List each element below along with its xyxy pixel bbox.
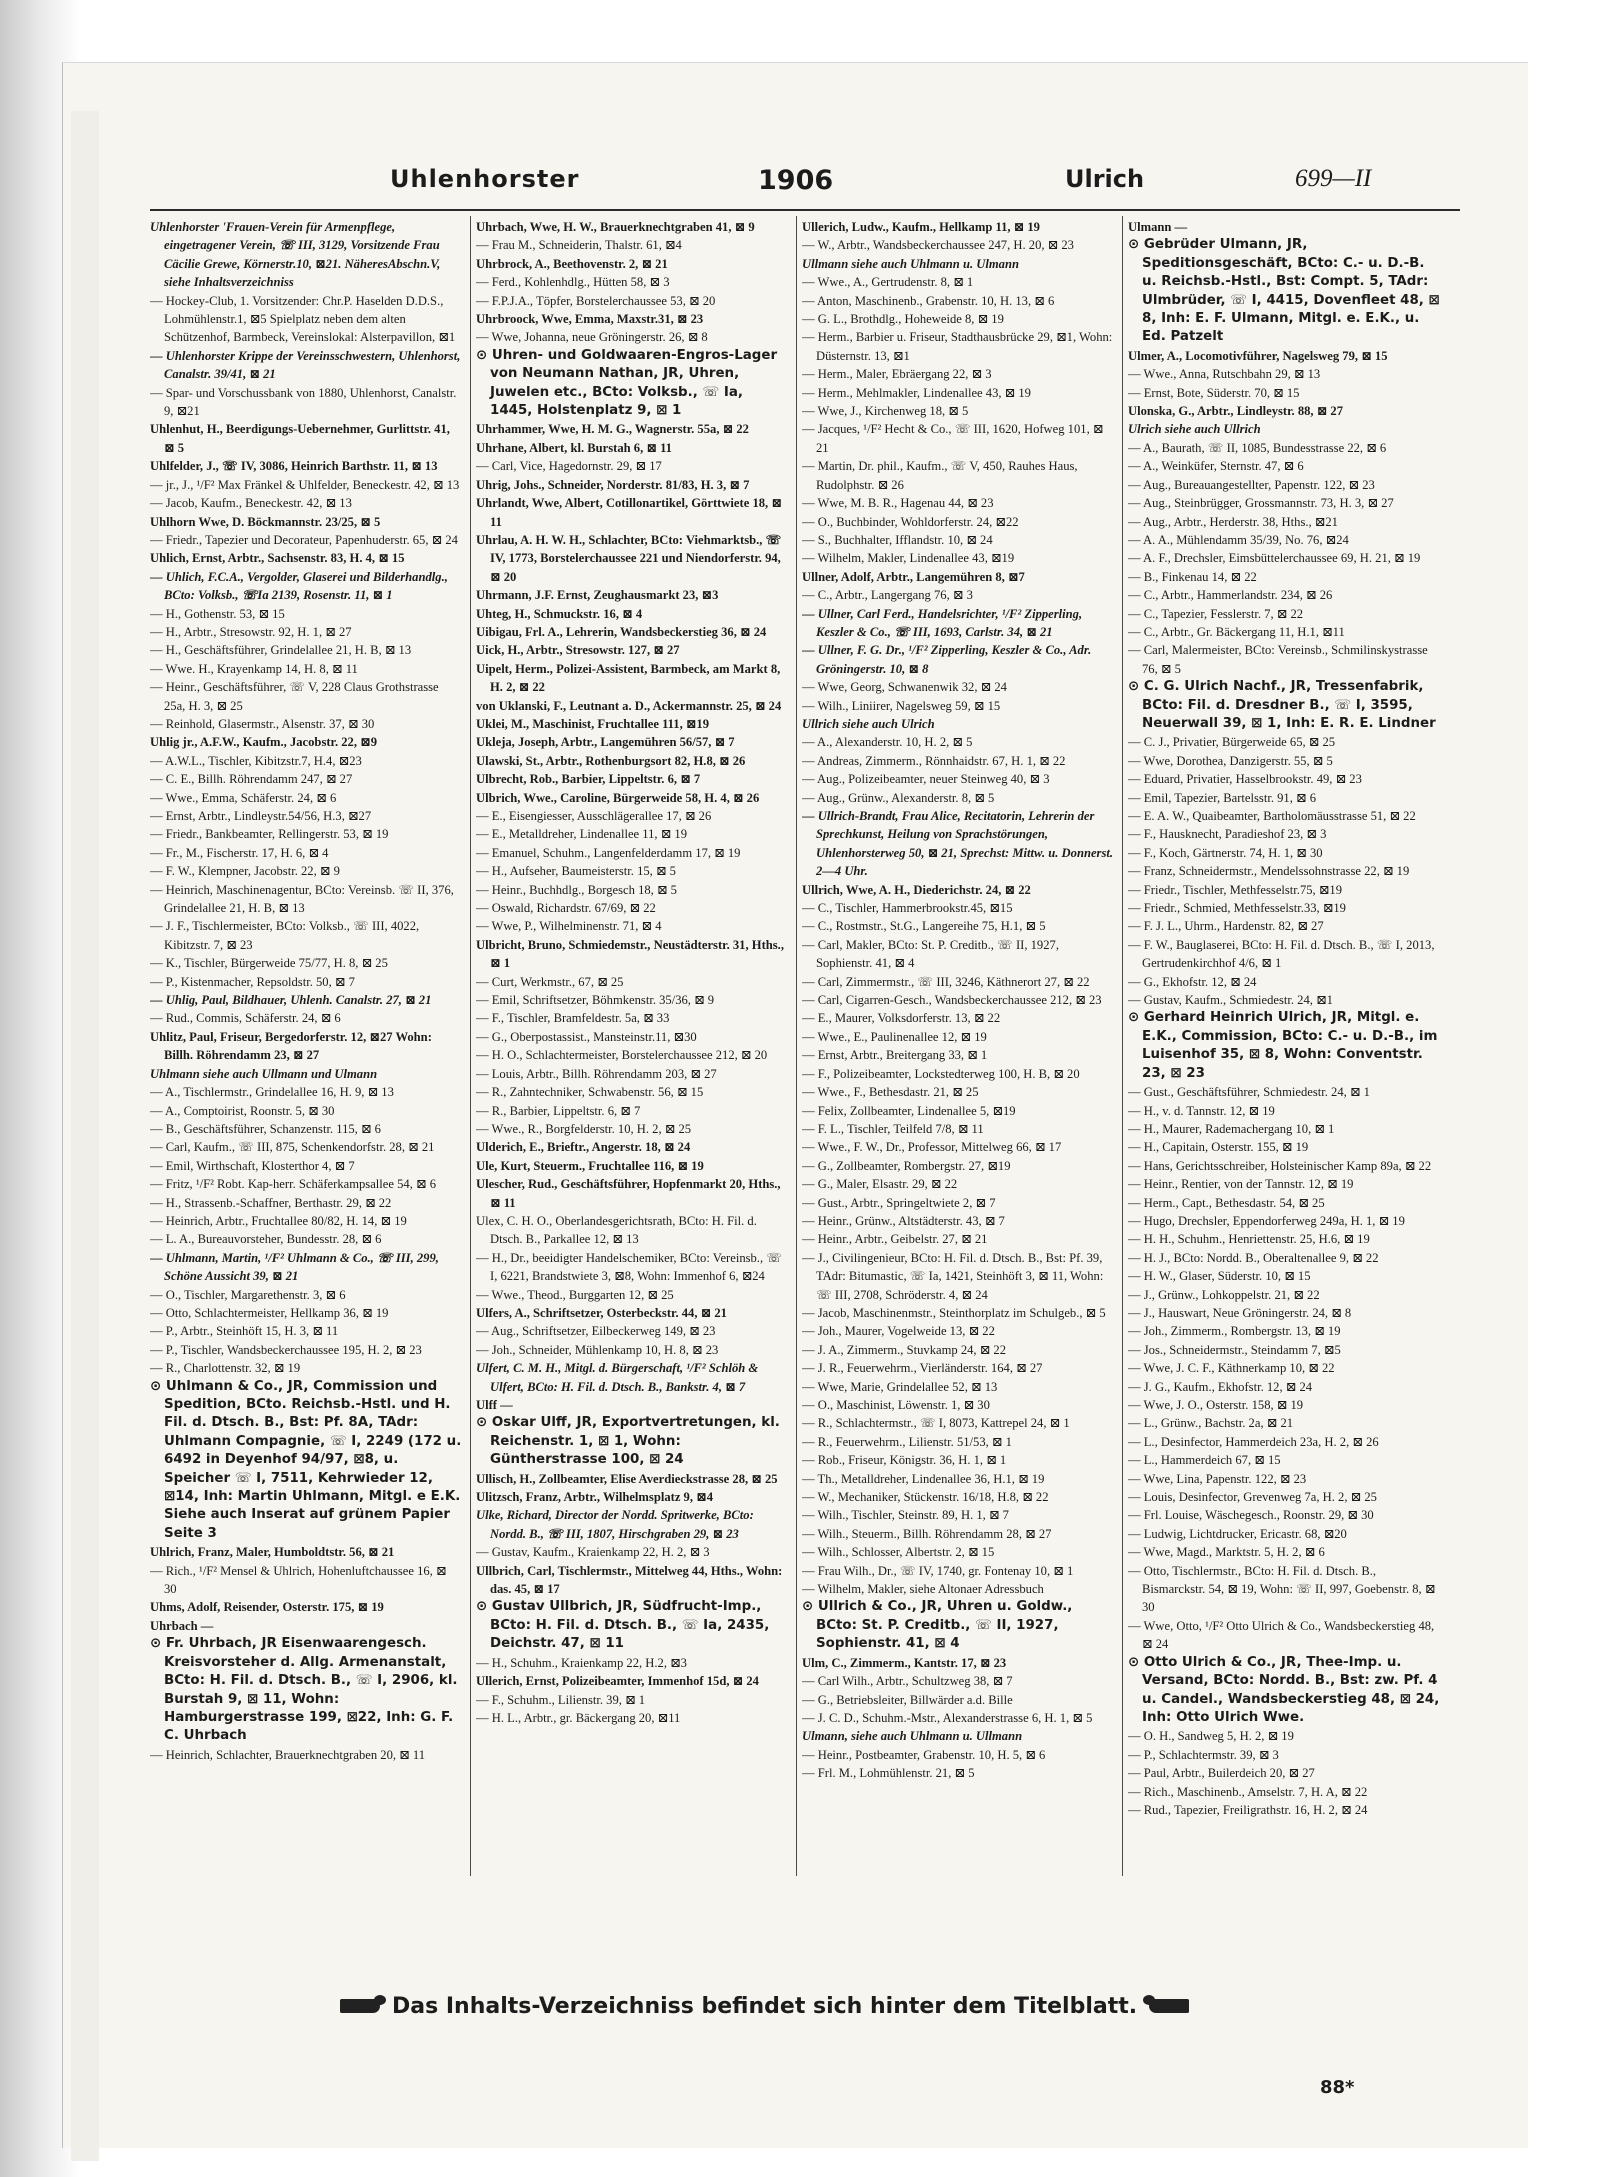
directory-entry: — H., Schuhm., Kraienkamp 22, H.2, ⊠3: [476, 1655, 687, 1670]
directory-entry: — Wwe, Johanna, neue Gröningerstr. 26, ⊠ 8: [476, 330, 708, 345]
directory-entry: — Wwe, M. B. R., Hagenau 44, ⊠ 23: [802, 496, 994, 511]
directory-entry: — H. W., Glaser, Süderstr. 10, ⊠ 15: [1128, 1269, 1311, 1284]
directory-entry: — Rich., ¹/F² Mensel & Uhlrich, Hohenluftchaussee 16, ⊠ 30: [150, 1563, 447, 1597]
directory-entry: — Gustav, Kaufm., Kraienkamp 22, H. 2, ⊠ 3: [476, 1545, 710, 1560]
directory-entry: Ullisch, H., Zollbeamter, Elise Averdieckstrasse 28, ⊠ 25: [476, 1471, 778, 1486]
directory-entry: Uhrig, Johs., Schneider, Norderstr. 81/83, H. 3, ⊠ 7: [476, 477, 750, 492]
directory-entry: — Uhlmann, Martin, ¹/F² Uhlmann & Co., ☏ III, 299, Schöne Aussicht 39, ⊠ 21: [150, 1250, 439, 1284]
directory-entry: — R., Schlachtermstr., ☏ I, 8073, Kattrepel 24, ⊠ 1: [802, 1416, 1070, 1431]
directory-entry: — E., Metalldreher, Lindenallee 11, ⊠ 19: [476, 827, 688, 842]
directory-entry: — L., Desinfector, Hammerdeich 23a, H. 2, ⊠ 26: [1128, 1434, 1379, 1449]
directory-entry: — Uhlenhorster Krippe der Vereinsschwestern, Uhlenhorst, Canalstr. 39/41, ⊠ 21: [150, 348, 461, 382]
directory-entry: — A., Weinküfer, Sternstr. 47, ⊠ 6: [1128, 459, 1304, 474]
directory-entry: — F. L., Tischler, Teilfeld 7/8, ⊠ 11: [802, 1121, 984, 1136]
directory-entry: Uhrhammer, Wwe, H. M. G., Wagnerstr. 55a, ⊠ 22: [476, 422, 749, 437]
directory-entry: Uhlig jr., A.F.W., Kaufm., Jacobstr. 22, ⊠9: [150, 735, 378, 750]
directory-entry: Uhrbrock, A., Beethovenstr. 2, ⊠ 21: [476, 256, 668, 271]
directory-entry: — R., Barbier, Lippeltstr. 6, ⊠ 7: [476, 1103, 641, 1118]
header-year: 1906: [758, 165, 834, 196]
directory-entry: — G. L., Brothdlg., Hoheweide 8, ⊠ 19: [802, 312, 1004, 327]
directory-entry: — H. J., BCto: Nordd. B., Oberaltenallee 9, ⊠ 22: [1128, 1250, 1379, 1265]
directory-entry: — Friedr., Bankbeamter, Rellingerstr. 53, ⊠ 19: [150, 827, 389, 842]
directory-entry: — G., Oberpostassist., Mansteinstr.11, ⊠30: [476, 1029, 697, 1044]
directory-entry: — Carl Wilh., Arbtr., Schultzweg 38, ⊠ 7: [802, 1674, 1013, 1689]
sheet-number: 88*: [1320, 2077, 1355, 2098]
directory-entry: — Joh., Maurer, Vogelweide 13, ⊠ 22: [802, 1324, 995, 1339]
directory-entry: Uhrmann, J.F. Ernst, Zeughausmarkt 23, ⊠3: [476, 588, 719, 603]
directory-column-2: [476, 218, 788, 1888]
directory-entry: Ulfert, C. M. H., Mitgl. d. Bürgerschaft, ¹/F² Schlöh & Ulfert, BCto: H. Fil. d. Dtsch. B., Bankstr. 4, ⊠ 7: [476, 1361, 759, 1394]
directory-entry: — Wilhelm, Makler, Lindenallee 43, ⊠19: [802, 551, 1015, 566]
directory-entry: — Joh., Zimmerm., Rombergstr. 13, ⊠ 19: [1128, 1324, 1341, 1339]
directory-entry: — Hugo, Drechsler, Eppendorferweg 249a, H. 1, ⊠ 19: [1128, 1213, 1405, 1228]
directory-entry: — Heinr., Grünw., Altstädterstr. 43, ⊠ 7: [802, 1213, 1005, 1228]
directory-entry: — Heinrich, Maschinenagentur, BCto: Vereinsb. ☏ II, 376, Grindelallee 21, H. B, ⊠ 13: [150, 882, 454, 916]
directory-entry: — Hans, Gerichtsschreiber, Holsteinischer Kamp 89a, ⊠ 22: [1128, 1158, 1432, 1173]
directory-entry: — E., Maurer, Volksdorferstr. 13, ⊠ 22: [802, 1011, 1001, 1026]
directory-entry: — Wwe., F. W., Dr., Professor, Mittelweg 66, ⊠ 17: [802, 1140, 1062, 1155]
directory-entry: — Fr., M., Fischerstr. 17, H. 6, ⊠ 4: [150, 845, 329, 860]
directory-entry: Uhlenhorster 'Frauen-Verein für Armenpflege, eingetragener Verein, ☏ III, 3129, Vorsitzende Frau Cäcilie Grewe, Körnerstr.10, ⊠21. NäheresAbschn.V, siehe Inhaltsverzeichniss: [150, 220, 441, 290]
directory-entry: — A.W.L., Tischler, Kibitzstr.7, H.4, ⊠23: [150, 753, 362, 768]
directory-entry: — Reinhold, Glasermstr., Alsenstr. 37, ⊠ 30: [150, 716, 375, 731]
directory-entry: — Frl. Louise, Wäschegesch., Roonstr. 29, ⊠ 30: [1128, 1508, 1374, 1523]
directory-entry: — Jos., Schneidermstr., Steindamm 7, ⊠5: [1128, 1342, 1341, 1357]
directory-entry: Uhlhorn Wwe, D. Böckmannstr. 23/25, ⊠ 5: [150, 514, 381, 529]
directory-entry: Ulke, Richard, Director der Nordd. Spritwerke, BCto: Nordd. B., ☏ III, 1807, Hirschgraben 29, ⊠ 23: [476, 1508, 754, 1541]
directory-entry: — Uhlig, Paul, Bildhauer, Uhlenh. Canalstr. 27, ⊠ 21: [150, 993, 432, 1008]
directory-entry: — Ferd., Kohlenhdlg., Hütten 58, ⊠ 3: [476, 275, 670, 290]
directory-entry: — Heinrich, Schlachter, Brauerknechtgraben 20, ⊠ 11: [150, 1747, 426, 1762]
directory-entry: — J. F., Tischlermeister, BCto: Volksb., ☏ III, 4022, Kibitzstr. 7, ⊠ 23: [150, 919, 420, 952]
directory-entry: Ulbrich, Wwe., Caroline, Bürgerweide 58, H. 4, ⊠ 26: [476, 790, 760, 805]
directory-entry: — A., Baurath, ☏ II, 1085, Bundesstrasse 22, ⊠ 6: [1128, 440, 1387, 455]
footer-notice: [340, 1988, 1340, 2024]
directory-entry: — Wwe., Theod., Burggarten 12, ⊠ 25: [476, 1287, 674, 1302]
directory-entry: ⊙ Ullrich & Co., JR, Uhren u. Goldw., BCto: St. P. Creditb., ☏ II, 1927, Sophienstr. 41, ⊠ 4: [802, 1599, 1073, 1652]
directory-entry: — F., Schuhm., Lilienstr. 39, ⊠ 1: [476, 1692, 646, 1707]
directory-entry: — Wwe., Emma, Schäferstr. 24, ⊠ 6: [150, 790, 337, 805]
header-left-keyword: Uhlenhorster: [390, 165, 580, 193]
directory-entry: ⊙ Gustav Ullbrich, JR, Südfrucht-Imp., BCto: H. Fil. d. Dtsch. B., ☏ Ia, 2435, Deichstr. 47, ⊠ 11: [476, 1599, 770, 1652]
directory-entry: — F., Koch, Gärtnerstr. 74, H. 1, ⊠ 30: [1128, 845, 1323, 860]
directory-entry: Uhlfelder, J., ☏ IV, 3086, Heinrich Barthstr. 11, ⊠ 13: [150, 459, 438, 474]
directory-entry: — H., v. d. Tannstr. 12, ⊠ 19: [1128, 1103, 1275, 1118]
directory-entry: — Gust., Geschäftsführer, Schmiedestr. 24, ⊠ 1: [1128, 1085, 1370, 1100]
directory-entry: — H., Aufseher, Baumeisterstr. 15, ⊠ 5: [476, 864, 676, 879]
directory-entry: — P., Schlachtermstr. 39, ⊠ 3: [1128, 1747, 1279, 1762]
directory-entry: — Andreas, Zimmerm., Rönnhaidstr. 67, H. 1, ⊠ 22: [802, 753, 1066, 768]
directory-entry: — K., Tischler, Bürgerweide 75/77, H. 8, ⊠ 25: [150, 956, 388, 971]
directory-entry: — H. H., Schuhm., Henriettenstr. 25, H.6, ⊠ 19: [1128, 1232, 1370, 1247]
directory-entry: Ullrich siehe auch Ulrich: [802, 716, 935, 731]
directory-entry: — Aug., Polizeibeamter, neuer Steinweg 40, ⊠ 3: [802, 772, 1050, 787]
directory-entry: — Wwe., E., Paulinenallee 12, ⊠ 19: [802, 1029, 987, 1044]
directory-entry: — C., Arbtr., Gr. Bäckergang 11, H.1, ⊠11: [1128, 624, 1345, 639]
directory-entry: — Frau Wilh., Dr., ☏ IV, 1740, gr. Fontenay 10, ⊠ 1: [802, 1563, 1074, 1578]
directory-entry: Ukleja, Joseph, Arbtr., Langemühren 56/57, ⊠ 7: [476, 735, 735, 750]
directory-entry: Ulex, C. H. O., Oberlandesgerichtsrath, BCto: H. Fil. d. Dtsch. B., Parkallee 12, ⊠ 13: [476, 1213, 757, 1247]
directory-entry: — F., Hausknecht, Paradieshof 23, ⊠ 3: [1128, 827, 1327, 842]
directory-entry: — Ernst, Bote, Süderstr. 70, ⊠ 15: [1128, 385, 1300, 400]
directory-entry: — Wwe., F., Bethesdastr. 21, ⊠ 25: [802, 1085, 979, 1100]
header-page-number: 699—II: [1295, 165, 1372, 192]
directory-entry: — Aug., Arbtr., Herderstr. 38, Hths., ⊠21: [1128, 514, 1338, 529]
directory-entry: — Spar- und Vorschussbank von 1880, Uhlenhorst, Canalstr. 9, ⊠21: [150, 385, 457, 419]
directory-entry: Ullrich, Wwe, A. H., Diederichstr. 24, ⊠ 22: [802, 882, 1031, 897]
directory-entry: Uhlich, Ernst, Arbtr., Sachsenstr. 83, H. 4, ⊠ 15: [150, 551, 405, 566]
directory-entry: — Wwe., Anna, Rutschbahn 29, ⊠ 13: [1128, 367, 1321, 382]
directory-entry: Ulescher, Rud., Geschäftsführer, Hopfenmarkt 20, Hths., ⊠ 11: [476, 1177, 781, 1210]
directory-entry: Ulm, C., Zimmerm., Kantstr. 17, ⊠ 23: [802, 1655, 1007, 1670]
directory-entry: — Eduard, Privatier, Hasselbrookstr. 49, ⊠ 23: [1128, 772, 1362, 787]
directory-entry: Uklei, M., Maschinist, Fruchtallee 111, ⊠19: [476, 716, 710, 731]
directory-entry: — W., Arbtr., Wandsbeckerchaussee 247, H. 20, ⊠ 23: [802, 238, 1074, 253]
directory-entry: Uhrlandt, Wwe, Albert, Cotillonartikel, Görttwiete 18, ⊠ 11: [476, 496, 782, 529]
directory-entry: — H. O., Schlachtermeister, Borstelerchaussee 212, ⊠ 20: [476, 1048, 768, 1063]
directory-entry: — Rob., Friseur, Königstr. 36, H. 1, ⊠ 1: [802, 1453, 1007, 1468]
directory-entry: — P., Kistenmacher, Repsoldstr. 50, ⊠ 7: [150, 974, 355, 989]
directory-entry: — H., Dr., beeidigter Handelschemiker, BCto: Vereinsb., ☏ I, 6221, Brandstwiete 3, ⊠8, Wohn: Immenhof 6, ⊠24: [476, 1250, 783, 1284]
directory-entry: — Ludwig, Lichtdrucker, Ericastr. 68, ⊠20: [1128, 1526, 1347, 1541]
directory-entry: Ullerich, Ernst, Polizeibeamter, Immenhof 15d, ⊠ 24: [476, 1674, 759, 1689]
directory-entry: Ulff —: [476, 1398, 513, 1412]
directory-entry: Ulbricht, Bruno, Schmiedemstr., Neustädterstr. 31, Hths., ⊠ 1: [476, 937, 784, 971]
directory-entry: — Ullner, Carl Ferd., Handelsrichter, ¹/F² Zipperling, Keszler & Co., ☏ III, 1693, Carlstr. 34, ⊠ 21: [802, 606, 1083, 639]
directory-column-4: [1128, 218, 1440, 1888]
directory-entry: — L., Hammerdeich 67, ⊠ 15: [1128, 1453, 1281, 1468]
directory-entry: — E. A. W., Quaibeamter, Bartholomäusstrasse 51, ⊠ 22: [1128, 809, 1416, 823]
directory-entry: Ulmann, siehe auch Uhlmann u. Ullmann: [802, 1729, 1023, 1744]
directory-entry: — Wilh., Schlosser, Albertstr. 2, ⊠ 15: [802, 1545, 995, 1560]
directory-entry: — F. W., Bauglaserei, BCto: H. Fil. d. Dtsch. B., ☏ I, 2013, Gertrudenkirchhof 4/6, ⊠ 1: [1128, 937, 1435, 971]
directory-entry: — C. E., Billh. Röhrendamm 247, ⊠ 27: [150, 772, 353, 787]
directory-entry: — Emil, Tapezier, Bartelsstr. 91, ⊠ 6: [1128, 790, 1317, 805]
directory-entry: ⊙ Fr. Uhrbach, JR Eisenwaarengesch. Kreisvorsteher d. Allg. Armenanstalt, BCto: H. Fil. d. Dtsch. B., ☏ I, 2906, kl. Burstah 9, ⊠ 11, Wohn: Hamburgerstrasse 199, ⊠22, Inh: G. F. C. Uhrbach: [150, 1636, 458, 1744]
directory-entry: — A. F., Drechsler, Eimsbüttelerchaussee 69, H. 21, ⊠ 19: [1128, 551, 1421, 566]
directory-entry: ⊙ Gerhard Heinrich Ulrich, JR, Mitgl. e. E.K., Commission, BCto: C.- u. D.-B., im Luisenhof 35, ⊠ 8, Wohn: Conventstr. 23, ⊠ 23: [1128, 1010, 1438, 1081]
directory-entry: Uipelt, Herm., Polizei-Assistent, Barmbeck, am Markt 8, H. 2, ⊠ 22: [476, 661, 781, 695]
directory-entry: ⊙ Oskar Ulff, JR, Exportvertretungen, kl. Reichenstr. 1, ⊠ 1, Wohn: Güntherstrasse 100, ⊠ 24: [476, 1415, 780, 1468]
directory-entry: — S., Buchhalter, Ifflandstr. 10, ⊠ 24: [802, 532, 993, 547]
directory-entry: — Wwe. H., Krayenkamp 14, H. 8, ⊠ 11: [150, 661, 358, 676]
directory-entry: Ullmann siehe auch Uhlmann u. Ulmann: [802, 256, 1019, 271]
directory-entry: Uhrbach —: [150, 1618, 214, 1633]
directory-entry: — Carl, Kaufm., ☏ III, 875, Schenkendorfstr. 28, ⊠ 21: [150, 1140, 435, 1155]
directory-entry: — Aug., Grünw., Alexanderstr. 8, ⊠ 5: [802, 790, 995, 805]
directory-entry: — Jacques, ¹/F² Hecht & Co., ☏ III, 1620, Hofweg 101, ⊠ 21: [802, 422, 1104, 455]
directory-entry: Ulbrecht, Rob., Barbier, Lippeltstr. 6, ⊠ 7: [476, 772, 701, 787]
directory-entry: — Wilh., Liniirer, Nagelsweg 59, ⊠ 15: [802, 698, 1001, 713]
directory-entry: — Th., Metalldreher, Lindenallee 36, H.1, ⊠ 19: [802, 1471, 1045, 1486]
directory-entry: Uhteg, H., Schmuckstr. 16, ⊠ 4: [476, 606, 643, 621]
directory-entry: — H., Arbtr., Stresowstr. 92, H. 1, ⊠ 27: [150, 624, 352, 639]
directory-entry: — Heinr., Rentier, von der Tannstr. 12, ⊠ 19: [1128, 1177, 1354, 1192]
directory-entry: — Uhlich, F.C.A., Vergolder, Glaserei und Bilderhandlg., BCto: Volksb., ☏Ia 2139, Rosenstr. 11, ⊠ 1: [150, 569, 448, 603]
directory-entry: — O., Buchbinder, Wohldorferstr. 24, ⊠22: [802, 514, 1019, 529]
directory-entry: — Rich., Maschinenb., Amselstr. 7, H. A, ⊠ 22: [1128, 1784, 1368, 1799]
directory-entry: — Frl. M., Lohmühlenstr. 21, ⊠ 5: [802, 1766, 975, 1781]
directory-entry: — F. J. L., Uhrm., Hardenstr. 82, ⊠ 27: [1128, 919, 1324, 934]
directory-entry: Ulrich siehe auch Ullrich: [1128, 422, 1261, 437]
directory-entry: ⊙ Otto Ulrich & Co., JR, Thee-Imp. u. Versand, BCto: Nordd. B., Bst: zw. Pf. 4 u. Candel., Wandsbeckerstieg 48, ⊠ 24, Inh: Otto Ulrich Wwe.: [1128, 1654, 1440, 1725]
directory-entry: — Joh., Schneider, Mühlenkamp 10, H. 8, ⊠ 23: [476, 1342, 719, 1357]
directory-entry: — Wwe, J., Kirchenweg 18, ⊠ 5: [802, 404, 969, 419]
directory-entry: — A. A., Mühlendamm 35/39, No. 76, ⊠24: [1128, 532, 1349, 547]
directory-entry: — H., Geschäftsführer, Grindelallee 21, H. B, ⊠ 13: [150, 643, 412, 658]
directory-entry: ⊙ Gebrüder Ulmann, JR, Speditionsgeschäft, BCto: C.- u. D.-B. u. Reichsb.-Hstl., Bst: Compt. 5, TAdr: Ulmbrüder, ☏ I, 4415, Dovenfleet 48, ⊠ 8, Inh: E. F. Ulmann, Mitgl. e. E.K., u. Ed. Patzelt: [1128, 237, 1440, 345]
directory-entry: — H., Maurer, Rademachergang 10, ⊠ 1: [1128, 1121, 1335, 1136]
header-rule: [150, 209, 1460, 211]
directory-entry: — R., Feuerwehrm., Lilienstr. 51/53, ⊠ 1: [802, 1434, 1012, 1449]
directory-entry: — J., Civilingenieur, BCto: H. Fil. d. Dtsch. B., Bst: Pf. 39, TAdr: Bitumastic, ☏ Ia, 1421, Steinhöft 3, ⊠ 11, Wohn: ☏ III, 2708, Schröderstr. 4, ⊠ 24: [802, 1250, 1104, 1302]
directory-entry: — Herm., Capt., Bethesdastr. 54, ⊠ 25: [1128, 1195, 1325, 1210]
pointing-hand-icon: [340, 1999, 380, 2013]
directory-entry: — Rud., Tapezier, Freiligrathstr. 16, H. 2, ⊠ 24: [1128, 1802, 1368, 1817]
directory-entry: — F., Tischler, Bramfeldestr. 5a, ⊠ 33: [476, 1011, 670, 1026]
directory-entry: — H., Gothenstr. 53, ⊠ 15: [150, 606, 285, 621]
directory-entry: — Wwe, J. C. F., Käthnerkamp 10, ⊠ 22: [1128, 1361, 1335, 1376]
directory-entry: — G., Maler, Elsastr. 29, ⊠ 22: [802, 1177, 958, 1192]
directory-entry: — P., Tischler, Wandsbeckerchaussee 195, H. 2, ⊠ 23: [150, 1342, 422, 1357]
directory-entry: Uhlrich, Franz, Maler, Humboldtstr. 56, ⊠ 21: [150, 1545, 395, 1560]
directory-entry: Uhlmann siehe auch Ullmann und Ulmann: [150, 1066, 378, 1081]
directory-entry: ⊙ Uhren- und Goldwaaren-Engros-Lager von Neumann Nathan, JR, Uhren, Juwelen etc., BCto: Volksb., ☏ Ia, 1445, Holstenplatz 9, ⊠ 1: [476, 347, 778, 419]
directory-entry: — Martin, Dr. phil., Kaufm., ☏ V, 450, Rauhes Haus, Rudolphstr. ⊠ 26: [802, 459, 1078, 492]
directory-entry: — C., Arbtr., Langergang 76, ⊠ 3: [802, 588, 973, 603]
directory-entry: — Wwe, P., Wilhelminenstr. 71, ⊠ 4: [476, 919, 662, 934]
directory-entry: — Fritz, ¹/F² Robt. Kap-herr. Schäferkampsallee 54, ⊠ 6: [150, 1177, 437, 1192]
directory-entry: — Louis, Desinfector, Grevenweg 7a, H. 2, ⊠ 25: [1128, 1490, 1377, 1505]
directory-entry: — Hockey-Club, 1. Vorsitzender: Chr.P. Haselden D.D.S., Lohmühlenstr.1, ⊠5 Spielplatz neben dem alten Schützenhof, Barmbeck, Vereinslokal: Alsterpavillon, ⊠1: [150, 293, 456, 345]
directory-entry: Uibigau, Frl. A., Lehrerin, Wandsbeckerstieg 36, ⊠ 24: [476, 624, 767, 639]
directory-entry: — E., Eisengiesser, Ausschlägerallee 17, ⊠ 26: [476, 809, 712, 823]
directory-entry: — O. H., Sandweg 5, H. 2, ⊠ 19: [1128, 1729, 1294, 1744]
directory-entry: — Rud., Commis, Schäferstr. 24, ⊠ 6: [150, 1011, 341, 1026]
directory-entry: Uhrhane, Albert, kl. Burstah 6, ⊠ 11: [476, 440, 672, 455]
binding-strip: [71, 111, 99, 2161]
directory-entry: — Heinr., Buchhdlg., Borgesch 18, ⊠ 5: [476, 882, 677, 897]
directory-entry: ⊙ Uhlmann & Co., JR, Commission und Spedition, BCto. Reichsb.-Hstl. und H. Fil. d. Dtsch. B., Bst: Pf. 8A, TAdr: Uhlmann Compagnie, ☏ I, 2249 (172 u. 6492 in Deyenhof 94/97, ⊠8, u. Speicher ☏ I, 7511, Kehrwieder 12, ⊠14, Inh: Martin Uhlmann, Mitgl. e E.K. Siehe auch Inserat auf grünem Papier Seite 3: [150, 1378, 462, 1541]
directory-entry: Ullerich, Ludw., Kaufm., Hellkamp 11, ⊠ 19: [802, 220, 1040, 234]
directory-entry: — J., Grünw., Lohkoppelstr. 21, ⊠ 22: [1128, 1287, 1320, 1302]
directory-entry: — Friedr., Tapezier und Decorateur, Papenhuderstr. 65, ⊠ 24: [150, 532, 458, 547]
directory-entry: — Emil, Schriftsetzer, Böhmkenstr. 35/36, ⊠ 9: [476, 993, 715, 1008]
directory-entry: — Carl, Vice, Hagedornstr. 29, ⊠ 17: [476, 459, 662, 474]
directory-entry: Ulonska, G., Arbtr., Lindleystr. 88, ⊠ 27: [1128, 404, 1344, 419]
directory-entry: — L. A., Bureauvorsteher, Bundesstr. 28, ⊠ 6: [150, 1232, 382, 1247]
directory-entry: — Emil, Wirthschaft, Klosterthor 4, ⊠ 7: [150, 1158, 355, 1173]
directory-entry: — P., Arbtr., Steinhöft 15, H. 3, ⊠ 11: [150, 1324, 339, 1339]
directory-entry: — Aug., Bureauangestellter, Papenstr. 122, ⊠ 23: [1128, 477, 1375, 492]
directory-entry: — C., Tischler, Hammerbrookstr.45, ⊠15: [802, 901, 1013, 916]
directory-entry: Ulmer, A., Locomotivführer, Nagelsweg 79, ⊠ 15: [1128, 348, 1388, 363]
directory-entry: — L., Grünw., Bachstr. 2a, ⊠ 21: [1128, 1416, 1294, 1431]
directory-entry: — Heinr., Postbeamter, Grabenstr. 10, H. 5, ⊠ 6: [802, 1747, 1046, 1762]
directory-entry: — Gust., Arbtr., Springeltwiete 2, ⊠ 7: [802, 1195, 996, 1210]
directory-entry: — Heinr., Geschäftsführer, ☏ V, 228 Claus Grothstrasse 25a, H. 3, ⊠ 25: [150, 680, 439, 713]
directory-entry: — Ullner, F. G. Dr., ¹/F² Zipperling, Keszler & Co., Adr. Gröningerstr. 10, ⊠ 8: [802, 643, 1092, 676]
directory-column-1: [150, 218, 462, 1888]
directory-entry: — Aug., Steinbrügger, Grossmannstr. 73, H. 3, ⊠ 27: [1128, 496, 1394, 511]
header-right-keyword: Ulrich: [1065, 165, 1145, 193]
pointing-hand-icon: [1149, 1999, 1189, 2013]
directory-entry: Ule, Kurt, Steuerm., Fruchtallee 116, ⊠ 19: [476, 1158, 704, 1173]
directory-entry: — J. A., Zimmerm., Stuvkamp 24, ⊠ 22: [802, 1342, 1007, 1357]
directory-entry: — G., Ekhofstr. 12, ⊠ 24: [1128, 974, 1257, 989]
directory-entry: — Wwe., R., Borgfelderstr. 10, H. 2, ⊠ 25: [476, 1121, 692, 1136]
directory-entry: — H., Capitain, Osterstr. 155, ⊠ 19: [1128, 1140, 1309, 1155]
directory-entry: — Herm., Mehlmakler, Lindenallee 43, ⊠ 19: [802, 385, 1031, 400]
directory-entry: — C. J., Privatier, Bürgerweide 65, ⊠ 25: [1128, 735, 1336, 750]
directory-entry: — Wwe, J. O., Osterstr. 158, ⊠ 19: [1128, 1398, 1304, 1412]
directory-entry: — G., Betriebsleiter, Billwärder a.d. Bille: [802, 1692, 1013, 1707]
directory-entry: — Wwe., A., Gertrudenstr. 8, ⊠ 1: [802, 275, 974, 290]
directory-entry: — F. W., Klempner, Jacobstr. 22, ⊠ 9: [150, 864, 340, 879]
directory-column-3: [802, 218, 1114, 1888]
directory-entry: — Wilhelm, Makler, siehe Altonaer Adressbuch: [802, 1582, 1044, 1597]
column-divider: [470, 216, 471, 1876]
directory-entry: — B., Finkenau 14, ⊠ 22: [1128, 569, 1257, 584]
directory-entry: Ulmann —: [1128, 220, 1188, 234]
directory-entry: — Jacob, Maschinenmstr., Steinthorplatz im Schulgeb., ⊠ 5: [802, 1305, 1106, 1320]
directory-entry: Uick, H., Arbtr., Stresowstr. 127, ⊠ 27: [476, 643, 680, 658]
column-divider: [1122, 216, 1123, 1876]
directory-entry: — Carl, Makler, BCto: St. P. Creditb., ☏ II, 1927, Sophienstr. 41, ⊠ 4: [802, 937, 1059, 971]
directory-entry: — Herm., Maler, Ebräergang 22, ⊠ 3: [802, 367, 992, 382]
directory-entry: — Heinrich, Arbtr., Fruchtallee 80/82, H. 14, ⊠ 19: [150, 1213, 407, 1228]
directory-entry: — C., Rostmstr., St.G., Langereihe 75, H.1, ⊠ 5: [802, 919, 1046, 934]
directory-entry: — Curt, Werkmstr., 67, ⊠ 25: [476, 974, 624, 989]
directory-entry: — A., Comptoirist, Roonstr. 5, ⊠ 30: [150, 1103, 335, 1118]
directory-entry: — Carl, Zimmermstr., ☏ III, 3246, Käthnerort 27, ⊠ 22: [802, 974, 1090, 989]
directory-entry: — Wwe, Lina, Papenstr. 122, ⊠ 23: [1128, 1471, 1307, 1486]
directory-entry: — Wwe, Marie, Grindelallee 52, ⊠ 13: [802, 1379, 998, 1394]
directory-entry: — H. L., Arbtr., gr. Bäckergang 20, ⊠11: [476, 1710, 681, 1725]
directory-entry: — Wilh., Steuerm., Billh. Röhrendamm 28, ⊠ 27: [802, 1526, 1052, 1541]
directory-entry: Ulderich, E., Brieftr., Angerstr. 18, ⊠ 24: [476, 1140, 691, 1155]
directory-entry: — Wwe, Magd., Marktstr. 5, H. 2, ⊠ 6: [1128, 1545, 1325, 1560]
directory-entry: — Wwe, Georg, Schwanenwik 32, ⊠ 24: [802, 680, 1007, 695]
directory-entry: — J. C. D., Schuhm.-Mstr., Alexanderstrasse 6, H. 1, ⊠ 5: [802, 1710, 1093, 1725]
directory-entry: — Paul, Arbtr., Builerdeich 20, ⊠ 27: [1128, 1766, 1315, 1781]
directory-entry: Uhrbroock, Wwe, Emma, Maxstr.31, ⊠ 23: [476, 312, 704, 327]
directory-entry: — Friedr., Tischler, Methfesselstr.75, ⊠19: [1128, 882, 1342, 897]
directory-entry: — R., Zahntechniker, Schwabenstr. 56, ⊠ 15: [476, 1085, 704, 1100]
directory-entry: Ulitzsch, Franz, Arbtr., Wilhelmsplatz 9, ⊠4: [476, 1490, 713, 1505]
directory-entry: — Anton, Maschinenb., Grabenstr. 10, H. 13, ⊠ 6: [802, 293, 1055, 308]
directory-entry: — Emanuel, Schuhm., Langenfelderdamm 17, ⊠ 19: [476, 845, 741, 860]
directory-entry: — G., Zollbeamter, Rombergstr. 27, ⊠19: [802, 1158, 1011, 1173]
directory-entry: — A., Tischlermstr., Grindelallee 16, H. 9, ⊠ 13: [150, 1085, 394, 1100]
directory-entry: Ullbrich, Carl, Tischlermstr., Mittelweg 44, Hths., Wohn: das. 45, ⊠ 17: [476, 1563, 783, 1597]
directory-entry: — Frau M., Schneiderin, Thalstr. 61, ⊠4: [476, 238, 682, 253]
directory-entry: — Friedr., Schmied, Methfesselstr.33, ⊠19: [1128, 901, 1346, 916]
directory-entry: — jr., J., ¹/F² Max Fränkel & Uhlfelder, Beneckestr. 42, ⊠ 13: [150, 477, 460, 492]
directory-entry: von Uklanski, F., Leutnant a. D., Ackermannstr. 25, ⊠ 24: [476, 698, 782, 713]
directory-entry: — Otto, Schlachtermeister, Hellkamp 36, ⊠ 19: [150, 1305, 389, 1320]
directory-entry: ⊙ C. G. Ulrich Nachf., JR, Tressenfabrik, BCto: Fil. d. Dresdner B., ☏ I, 3595, Neuerwall 39, ⊠ 1, Inh: E. R. E. Lindner: [1128, 679, 1436, 731]
directory-entry: — O., Maschinist, Löwenstr. 1, ⊠ 30: [802, 1398, 990, 1412]
directory-entry: Ullner, Adolf, Arbtr., Langemühren 8, ⊠7: [802, 569, 1025, 584]
directory-entry: Uhlitz, Paul, Friseur, Bergedorferstr. 12, ⊠27 Wohn: Billh. Röhrendamm 23, ⊠ 27: [150, 1029, 432, 1063]
directory-entry: — Herm., Barbier u. Friseur, Stadthausbrücke 29, ⊠1, Wohn: Düsternstr. 13, ⊠1: [802, 330, 1113, 363]
directory-entry: — Carl, Malermeister, BCto: Vereinsb., Schmilinskystrasse 76, ⊠ 5: [1128, 643, 1428, 676]
directory-entry: — Franz, Schneidermstr., Mendelssohnstrasse 22, ⊠ 19: [1128, 864, 1410, 879]
directory-entry: — C., Tapezier, Fesslerstr. 7, ⊠ 22: [1128, 606, 1304, 621]
directory-entry: — F.P.J.A., Töpfer, Borstelerchaussee 53, ⊠ 20: [476, 293, 716, 308]
directory-entry: Uhrlau, A. H. W. H., Schlachter, BCto: Viehmarktsb., ☏ IV, 1773, Borstelerchaussee 221 und Niendorferstr. 94, ⊠ 20: [476, 532, 782, 584]
directory-entry: — Wwe, Otto, ¹/F² Otto Ulrich & Co., Wandsbeckerstieg 48, ⊠ 24: [1128, 1618, 1435, 1652]
running-header: [150, 165, 1460, 205]
directory-entry: — Ullrich-Brandt, Frau Alice, Recitatorin, Lehrerin der Sprechkunst, Heilung von Sprachstörungen, Uhlenhorsterweg 50, ⊠ 21, Sprechst: Mittw. u. Donnerst. 2—4 Uhr.: [802, 809, 1113, 879]
directory-entry: — Ernst, Arbtr., Breitergang 33, ⊠ 1: [802, 1048, 988, 1063]
directory-entry: — Louis, Arbtr., Billh. Röhrendamm 203, ⊠ 27: [476, 1066, 717, 1081]
directory-entry: Uhrbach, Wwe, H. W., Brauerknechtgraben 41, ⊠ 9: [476, 220, 755, 234]
directory-entry: — J., Hauswart, Neue Gröningerstr. 24, ⊠ 8: [1128, 1305, 1352, 1320]
directory-entry: — F., Polizeibeamter, Lockstedterweg 100, H. B, ⊠ 20: [802, 1066, 1080, 1081]
directory-entry: — Ernst, Arbtr., Lindleystr.54/56, H.3, ⊠27: [150, 809, 372, 823]
directory-entry: — B., Geschäftsführer, Schanzenstr. 115, ⊠ 6: [150, 1121, 381, 1136]
directory-entry: — Aug., Schriftsetzer, Eilbeckerweg 149, ⊠ 23: [476, 1324, 716, 1339]
directory-entry: Ulawski, St., Arbtr., Rothenburgsort 82, H.8, ⊠ 26: [476, 753, 746, 768]
directory-entry: Uhlenhut, H., Beerdigungs-Uebernehmer, Gurlittstr. 41, ⊠ 5: [150, 422, 450, 455]
directory-entry: — J. G., Kaufm., Ekhofstr. 12, ⊠ 24: [1128, 1379, 1313, 1394]
directory-entry: — A., Alexanderstr. 10, H. 2, ⊠ 5: [802, 735, 973, 750]
directory-entry: — Felix, Zollbeamter, Lindenallee 5, ⊠19: [802, 1103, 1016, 1118]
directory-entry: — Wilh., Tischler, Steinstr. 89, H. 1, ⊠ 7: [802, 1508, 1009, 1523]
directory-entry: — Oswald, Richardstr. 67/69, ⊠ 22: [476, 901, 656, 916]
directory-entry: Ulfers, A., Schriftsetzer, Osterbeckstr. 44, ⊠ 21: [476, 1305, 727, 1320]
directory-entry: — H., Strassenb.-Schaffner, Berthastr. 29, ⊠ 22: [150, 1195, 392, 1210]
footer-text: Das Inhalts-Verzeichniss befindet sich hinter dem Titelblatt.: [392, 1993, 1138, 2019]
directory-entry: — J. R., Feuerwehrm., Vierländerstr. 164, ⊠ 27: [802, 1361, 1043, 1376]
directory-entry: — Jacob, Kaufm., Beneckestr. 42, ⊠ 13: [150, 496, 352, 511]
directory-entry: Uhms, Adolf, Reisender, Osterstr. 175, ⊠ 19: [150, 1600, 384, 1615]
directory-entry: — W., Mechaniker, Stückenstr. 16/18, H.8, ⊠ 22: [802, 1490, 1049, 1505]
directory-entry: — O., Tischler, Margarethenstr. 3, ⊠ 6: [150, 1287, 346, 1302]
directory-entry: — R., Charlottenstr. 32, ⊠ 19: [150, 1361, 301, 1376]
directory-entry: — Wwe, Dorothea, Danzigerstr. 55, ⊠ 5: [1128, 753, 1333, 768]
directory-entry: — C., Arbtr., Hammerlandstr. 234, ⊠ 26: [1128, 588, 1333, 603]
directory-entry: — Otto, Tischlermstr., BCto: H. Fil. d. Dtsch. B., Bismarckstr. 54, ⊠ 19, Wohn: ☏ II, 997, Goebenstr. 8, ⊠ 30: [1128, 1563, 1436, 1615]
directory-entry: — Gustav, Kaufm., Schmiedestr. 24, ⊠1: [1128, 993, 1333, 1008]
directory-entry: — Carl, Cigarren-Gesch., Wandsbeckerchaussee 212, ⊠ 23: [802, 993, 1102, 1008]
column-divider: [796, 216, 797, 1876]
directory-entry: — Heinr., Arbtr., Geibelstr. 27, ⊠ 21: [802, 1232, 988, 1247]
